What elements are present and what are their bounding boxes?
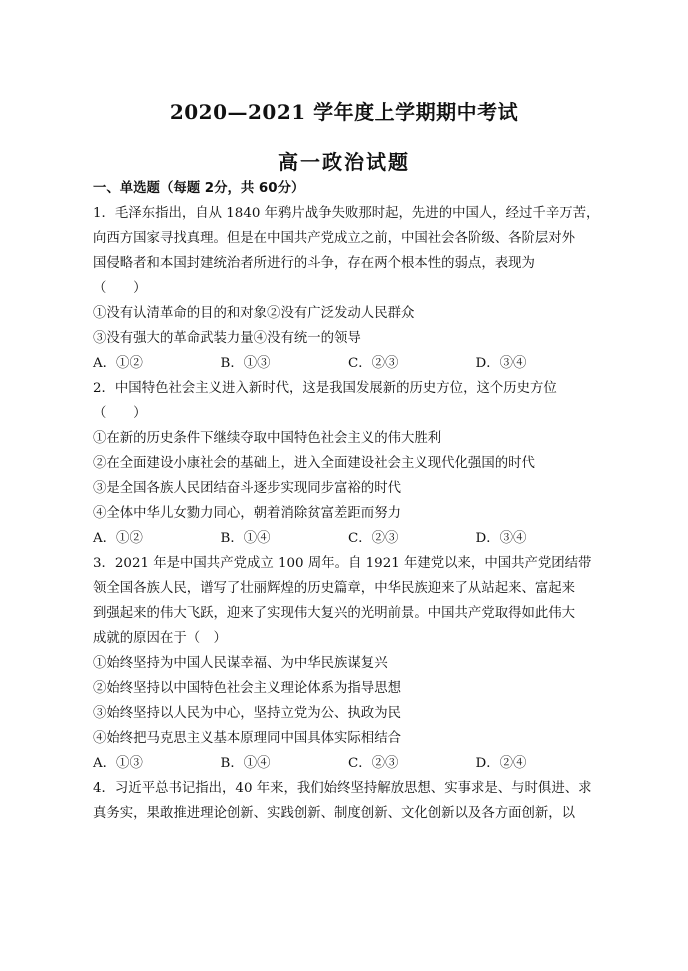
question-3-item: ④始终把马克思主义基本原理同中国具体实际相结合: [93, 731, 401, 746]
question-1-stem-line-4: （ ）: [93, 281, 147, 296]
section-heading: 一、单选题（每题 2分，共 60分）: [93, 181, 305, 196]
question-1: [93, 201, 603, 376]
question-4-stem-line-1: 4．习近平总书记指出，40 年来，我们始终坚持解放思想、实事求是、与时俱进、求: [93, 781, 592, 796]
question-3-item: ①始终坚持为中国人民谋幸福、为中华民族谋复兴: [93, 656, 388, 671]
question-1-options: [93, 351, 603, 376]
question-3-stem-line-3: 到强起来的伟大飞跃，迎来了实现伟大复兴的光明前景。中国共产党取得如此伟大: [93, 606, 576, 621]
question-3-stem-line-2: 领全国各族人民，谱写了壮丽辉煌的历史篇章，中华民族迎来了从站起来、富起来: [93, 581, 576, 596]
question-2-stem-line-1: 2．中国特色社会主义进入新时代，这是我国发展新的历史方位，这个历史方位: [93, 381, 557, 396]
question-1-item: ①没有认清革命的目的和对象②没有广泛发动人民群众: [93, 306, 415, 321]
question-3-stem-line-4: 成就的原因在于（ ）: [93, 631, 227, 646]
question-2-item: ①在新的历史条件下继续夺取中国特色社会主义的伟大胜利: [93, 431, 442, 446]
exam-subtitle: 高一政治试题: [278, 150, 410, 174]
question-3-item: ③始终坚持以人民为中心，坚持立党为公、执政为民: [93, 706, 401, 721]
question-1-stem-line-2: 向西方国家寻找真理。但是在中国共产党成立之前，中国社会各阶级、各阶层对外: [93, 231, 576, 246]
question-4-stem-line-2: 真务实，果敢推进理论创新、实践创新、制度创新、文化创新以及各方面创新，以: [93, 806, 576, 821]
question-4: [93, 776, 603, 826]
question-2: [93, 376, 603, 551]
question-2-stem-line-2: （ ）: [93, 406, 147, 421]
question-2-item: ②在全面建设小康社会的基础上，进入全面建设社会主义现代化强国的时代: [93, 456, 535, 471]
question-3-item: ②始终坚持以中国特色社会主义理论体系为指导思想: [93, 681, 401, 696]
option-a[interactable]: A．①②: [93, 531, 143, 546]
question-1-stem-line-3: 国侵略者和本国封建统治者所进行的斗争，存在两个根本性的弱点，表现为: [93, 256, 535, 271]
exam-title: 2020—2021 学年度上学期期中考试: [169, 100, 519, 124]
question-1-item: ③没有强大的革命武装力量④没有统一的领导: [93, 331, 361, 346]
option-d[interactable]: D．③④: [475, 356, 527, 371]
question-2-item: ③是全国各族人民团结奋斗逐步实现同步富裕的时代: [93, 481, 401, 496]
option-d[interactable]: D．②④: [475, 756, 527, 771]
option-c[interactable]: C．②③: [348, 756, 399, 771]
question-2-options: [93, 526, 603, 551]
question-3-options: [93, 751, 603, 776]
question-3-stem-line-1: 3．2021 年是中国共产党成立 100 周年。自 1921 年建党以来，中国共产党团结带: [93, 556, 592, 571]
option-b[interactable]: B．①④: [220, 531, 271, 546]
question-3: [93, 551, 603, 776]
option-d[interactable]: D．③④: [475, 531, 527, 546]
option-a[interactable]: A．①②: [93, 356, 143, 371]
option-b[interactable]: B．①③: [220, 356, 271, 371]
option-c[interactable]: C．②③: [348, 356, 399, 371]
question-1-stem-line-1: 1．毛泽东指出，自从 1840 年鸦片战争失败那时起，先进的中国人，经过千辛万苦，: [93, 206, 600, 221]
option-c[interactable]: C．②③: [348, 531, 399, 546]
exam-content: [93, 176, 603, 826]
option-a[interactable]: A．①③: [93, 756, 143, 771]
question-2-item: ④全体中华儿女勠力同心，朝着消除贫富差距而努力: [93, 506, 401, 521]
option-b[interactable]: B．①④: [220, 756, 271, 771]
